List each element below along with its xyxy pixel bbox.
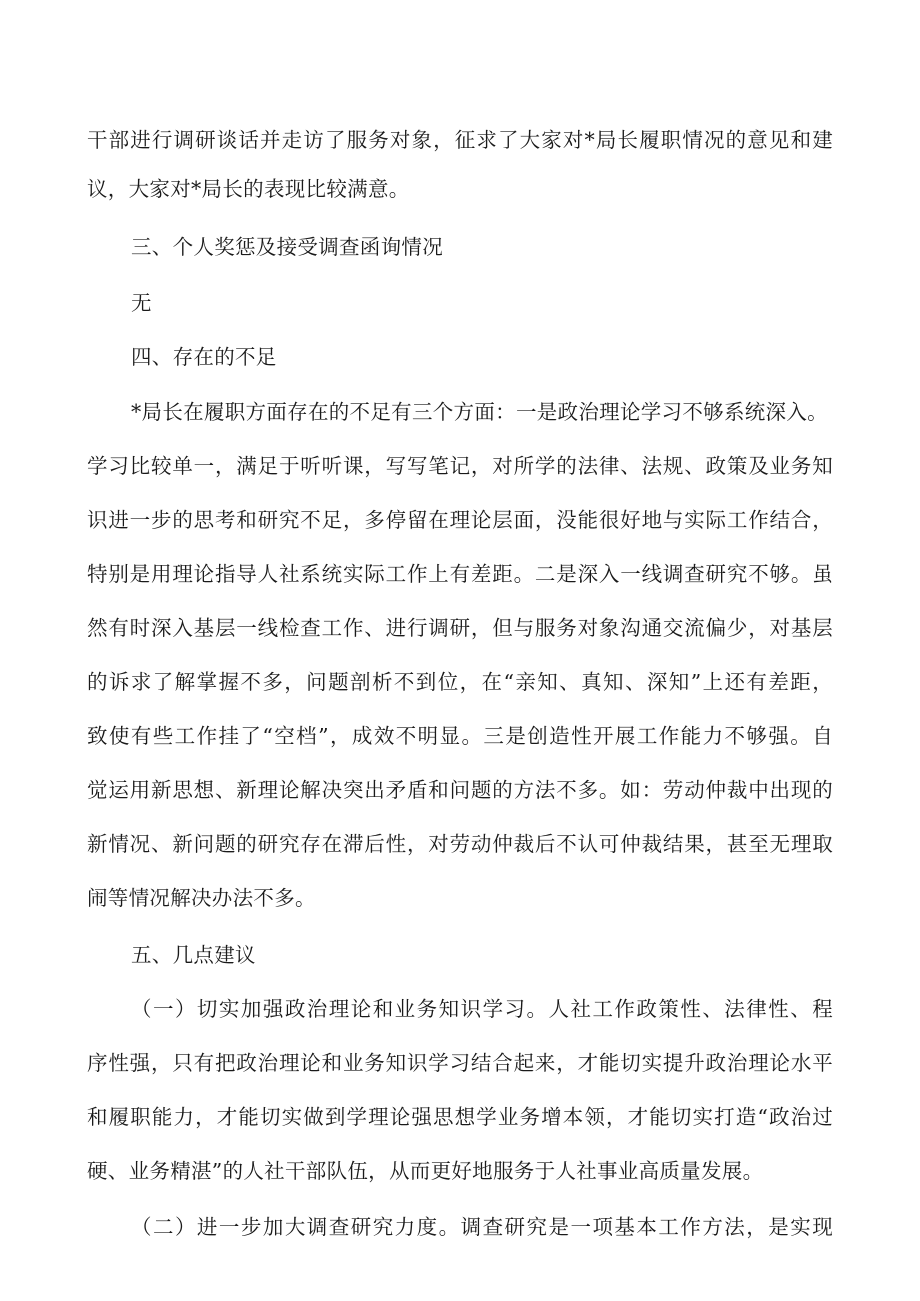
paragraph-line: （二）进一步加大调查研究力度。调查研究是一项基本工作方法，是实现 [131, 1215, 833, 1239]
paragraph-line: 学习比较单一，满足于听听课，写写笔记，对所学的法律、法规、政策及业务知 [87, 454, 833, 478]
paragraph-line: 硬、业务精湛”的人社干部队伍，从而更好地服务于人社事业高质量发展。 [87, 1159, 764, 1183]
paragraph-line: 闹等情况解决办法不多。 [87, 886, 316, 910]
paragraph-line: 觉运用新思想、新理论解决突出矛盾和问题的方法不多。如：劳动仲裁中出现的 [87, 778, 833, 802]
paragraph-line: 致使有些工作挂了“空档”，成效不明显。三是创造性开展工作能力不够强。自 [87, 724, 833, 748]
paragraph-line: 序性强，只有把政治理论和业务知识学习结合起来，才能切实提升政治理论水平 [87, 1051, 833, 1075]
section-heading: 四、存在的不足 [131, 345, 277, 369]
paragraph-line: 的诉求了解掌握不多，问题剖析不到位，在“亲知、真知、深知”上还有差距， [87, 670, 833, 694]
paragraph-line: 无 [131, 291, 152, 315]
paragraph-line: 干部进行调研谈话并走访了服务对象，征求了大家对*局长履职情况的意见和建 [87, 128, 833, 152]
section-heading: 五、几点建议 [131, 943, 256, 967]
section-heading: 三、个人奖惩及接受调查函询情况 [131, 235, 443, 259]
paragraph-line: 然有时深入基层一线检查工作、进行调研，但与服务对象沟通交流偏少，对基层 [87, 616, 833, 640]
paragraph-line: 特别是用理论指导人社系统实际工作上有差距。二是深入一线调查研究不够。虽 [87, 562, 833, 586]
paragraph-line: 新情况、新问题的研究存在滞后性，对劳动仲裁后不认可仲裁结果，甚至无理取 [87, 832, 833, 856]
paragraph-line: *局长在履职方面存在的不足有三个方面：一是政治理论学习不够系统深入。 [131, 400, 828, 424]
paragraph-line: 识进一步的思考和研究不足，多停留在理论层面，没能很好地与实际工作结合， [87, 508, 833, 532]
paragraph-line: 和履职能力，才能切实做到学理论强思想学业务增本领，才能切实打造“政治过 [87, 1105, 833, 1129]
paragraph-line: （一）切实加强政治理论和业务知识学习。人社工作政策性、法律性、程 [131, 997, 833, 1021]
paragraph-line: 议，大家对*局长的表现比较满意。 [87, 177, 410, 201]
